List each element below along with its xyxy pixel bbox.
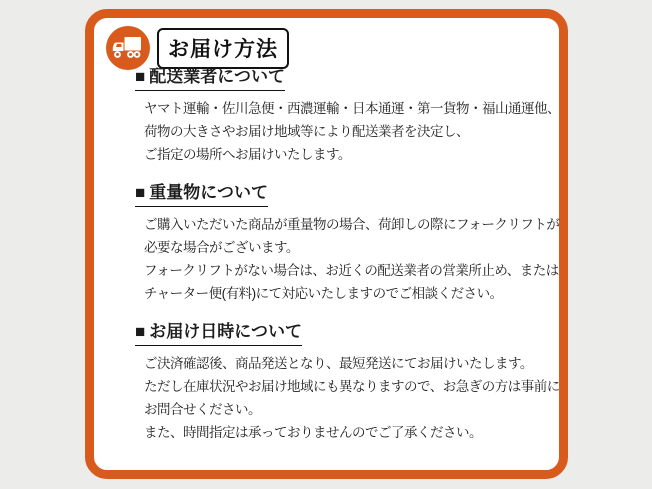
body-line: ご購入いただいた商品が重量物の場合、荷卸しの際にフォークリフトが	[144, 217, 560, 232]
body-line: 荷物の大きさやお届け地域等により配送業者を決定し、	[144, 124, 469, 139]
body-line: ご決済確認後、商品発送となり、最短発送にてお届けいたします。	[144, 356, 533, 371]
square-bullet-icon: ■	[135, 322, 146, 341]
section-heading-label: 重量物について	[149, 183, 268, 202]
section-delivery-datetime	[135, 321, 560, 444]
section-heading	[135, 66, 285, 91]
square-bullet-icon: ■	[135, 183, 146, 202]
sections-container	[135, 66, 560, 460]
section-heading-label: 配送業者について	[149, 67, 285, 86]
section-body	[144, 352, 560, 444]
square-bullet-icon: ■	[135, 67, 146, 86]
section-heading-label: お届け日時について	[149, 322, 302, 341]
body-line: チャーター便(有料)にて対応いたしますのでご相談ください。	[144, 286, 503, 301]
body-line: フォークリフトがない場合は、お近くの配送業者の営業所止め、または	[144, 263, 559, 278]
panel-header	[106, 26, 289, 70]
section-heading	[135, 182, 268, 207]
section-heading	[135, 321, 302, 346]
section-body	[144, 97, 560, 166]
page-title: お届け方法	[157, 28, 289, 69]
section-body	[144, 213, 560, 305]
body-line: ヤマト運輸・佐川急便・西濃運輸・日本通運・第一貨物・福山通運他、	[144, 101, 560, 116]
section-carriers	[135, 66, 560, 166]
body-line: また、時間指定は承っておりませんのでご了承ください。	[144, 425, 482, 440]
body-line: 必要な場合がございます。	[144, 240, 299, 255]
truck-icon	[106, 26, 150, 70]
section-heavy-items	[135, 182, 560, 305]
body-line: ただし在庫状況やお届け地域にも異なりますので、お急ぎの方は事前に	[144, 379, 560, 394]
body-line: ご指定の場所へお届けいたします。	[144, 147, 351, 162]
body-line: お問合せください。	[144, 402, 261, 417]
